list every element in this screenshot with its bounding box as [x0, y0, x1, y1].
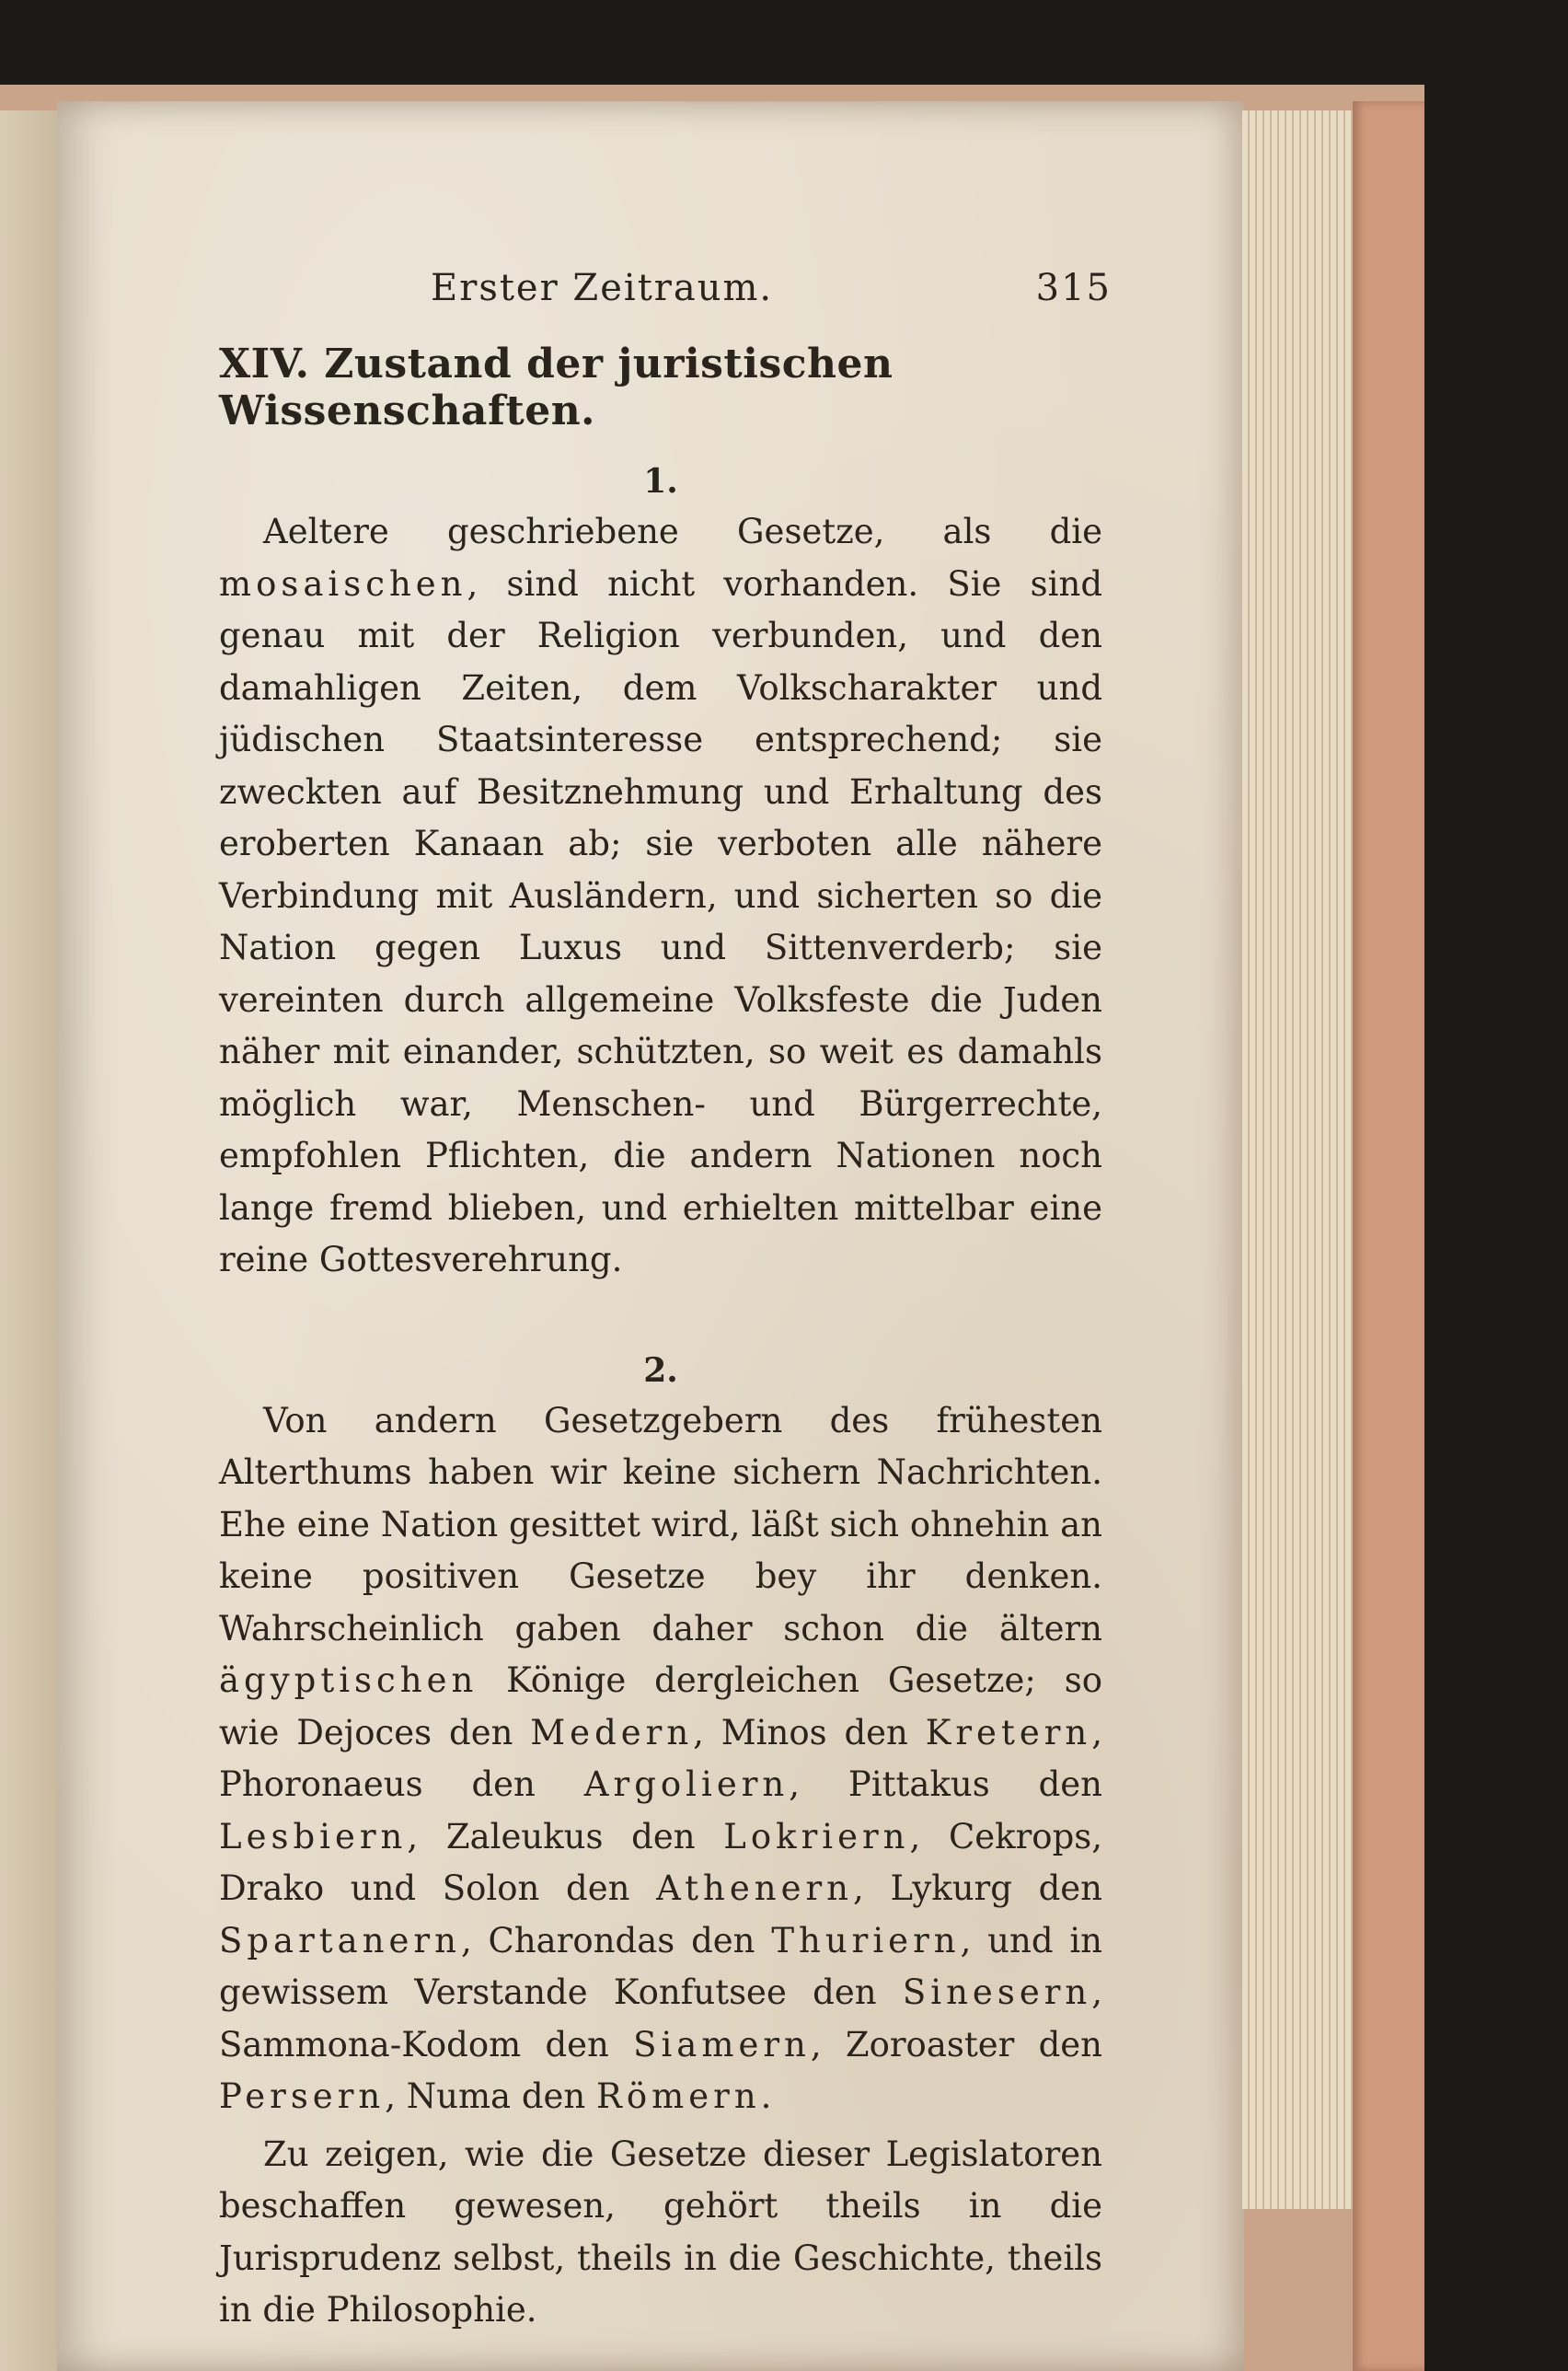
page-edges	[1242, 110, 1353, 2209]
facing-page-edge	[0, 110, 64, 2371]
section-title: XIV. Zustand der juristischen Wissenschaften.	[219, 341, 894, 434]
paragraph-2: Von andern Gesetzgebern des frühesten Alterthums haben wir keine sichern Nachrichten. Ehe eine Nation gesittet wird, läßt sich ohnehin an keine positiven Gesetze bey ihr denken. Wahrscheinlich gaben daher schon die ältern ägyptischen Könige dergleichen Gesetze; so wie Dejoces den Medern, Minos den Kretern, Phoronaeus den Argoliern, Pittakus den Lesbiern, Zaleukus den Lokriern, Cekrops, Drako und Solon den Athenern, Lykurg den Spartanern, Charondas den Thuriern, und in gewissem Verstande Konfutsee den Sinesern, Sammona-Kodom den Siamern, Zoroaster den Persern, Numa den Römern.	[219, 1400, 1103, 2116]
page-text	[219, 267, 1112, 2337]
running-title: Erster Zeitraum.	[431, 267, 774, 309]
paragraph-1: Aeltere geschriebene Gesetze, als die mosaischen, sind nicht vorhanden. Sie sind genau mit der Religion verbunden, und den damahligen Zeiten, dem Volkscharakter und jüdischen Staatsinteresse entsprechend; sie zweckten auf Besitznehmung und Erhaltung des eroberten Kanaan ab; sie verboten alle nähere Verbindung mit Ausländern, und sicherten so die Nation gegen Luxus und Sittenverderb; sie vereinten durch allgemeine Volksfeste die Juden näher mit einander, schützten, so weit es damahls möglich war, Menschen- und Bürgerrechte, empfohlen Pflichten, die andern Nationen noch lange fremd blieben, und erhielten mittelbar eine reine Gottesverehrung.	[219, 512, 1102, 1279]
paragraph-3: Zu zeigen, wie die Gesetze dieser Legislatoren beschaffen gewesen, gehört theils in die Jurisprudenz selbst, theils in die Geschichte, theils in die Philosophie.	[219, 2134, 1102, 2330]
page-number: 315	[1035, 267, 1112, 309]
part-number-1: 1.	[643, 462, 678, 501]
running-header	[431, 267, 1112, 309]
part-number-2: 2.	[643, 1350, 678, 1390]
cover-edge	[1353, 101, 1424, 2371]
